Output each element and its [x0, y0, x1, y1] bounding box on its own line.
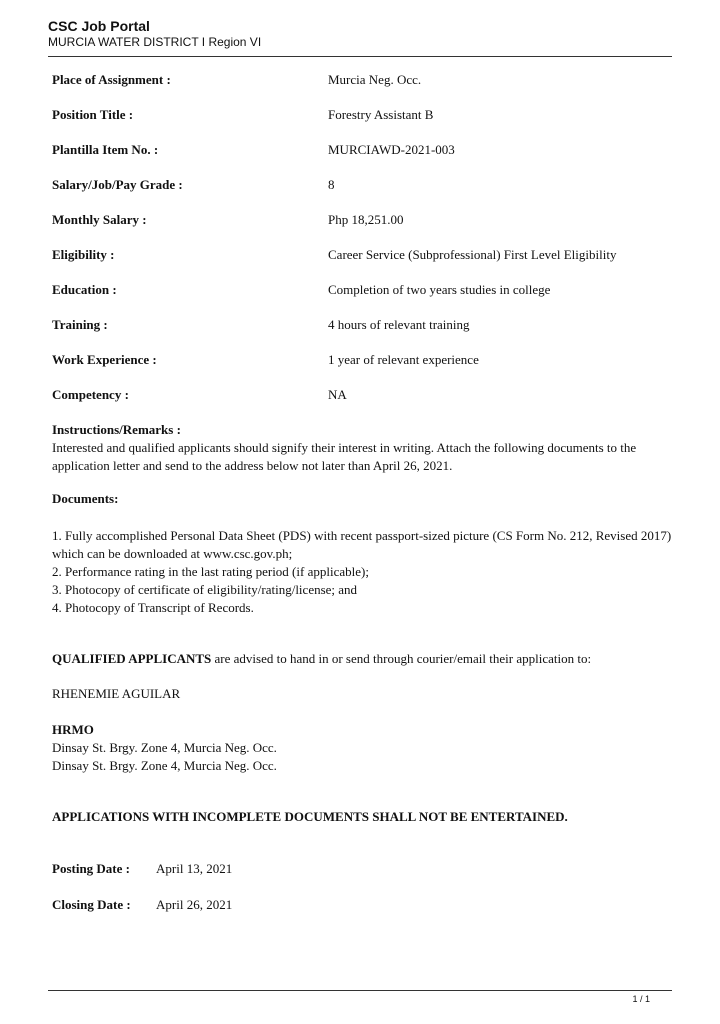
contact-office: HRMO — [52, 722, 94, 737]
field-value: Completion of two years studies in college — [328, 282, 551, 297]
documents-list — [52, 527, 672, 617]
portal-title: CSC Job Portal — [48, 18, 150, 34]
footer-divider — [48, 990, 672, 991]
instructions-section — [52, 421, 672, 475]
field-value: MURCIAWD-2021-003 — [328, 142, 455, 157]
posting-date — [52, 861, 692, 881]
qualified-applicants-note — [52, 650, 692, 668]
document-item: 2. Performance rating in the last rating period (if applicable); — [52, 564, 369, 579]
field-label: Eligibility : — [52, 247, 115, 262]
contact-name: RHENEMIE AGUILAR — [52, 686, 181, 701]
document-item: 1. Fully accomplished Personal Data Sheet (PDS) with recent passport-sized picture (CS Form No. 212, Revised 2017) which can be downloaded at www.csc.gov.ph; — [52, 528, 672, 561]
field-label: Work Experience : — [52, 352, 157, 367]
agency-region: MURCIA WATER DISTRICT I Region VI — [48, 35, 262, 49]
posting-date-value: April 13, 2021 — [156, 861, 233, 876]
field-value: Php 18,251.00 — [328, 212, 404, 227]
incomplete-documents-notice: APPLICATIONS WITH INCOMPLETE DOCUMENTS SHALL NOT BE ENTERTAINED. — [52, 809, 568, 824]
field-label: Salary/Job/Pay Grade : — [52, 177, 183, 192]
closing-date-value: April 26, 2021 — [156, 897, 233, 912]
page-number: 1 / 1 — [632, 994, 650, 1004]
field-work-experience — [52, 352, 692, 372]
document-item: 4. Photocopy of Transcript of Records. — [52, 600, 254, 615]
field-value: NA — [328, 387, 347, 402]
field-value: 8 — [328, 177, 335, 192]
field-competency — [52, 387, 692, 407]
field-label: Monthly Salary : — [52, 212, 147, 227]
documents-label: Documents: — [52, 491, 119, 506]
field-label: Training : — [52, 317, 108, 332]
field-label: Position Title : — [52, 107, 134, 122]
header-divider — [48, 56, 672, 57]
field-training — [52, 317, 692, 337]
field-plantilla-item-no — [52, 142, 692, 162]
field-value: Career Service (Subprofessional) First Level Eligibility — [328, 247, 617, 262]
closing-date-label: Closing Date : — [52, 897, 131, 912]
contact-address-line: Dinsay St. Brgy. Zone 4, Murcia Neg. Occ. — [52, 740, 277, 755]
instructions-label: Instructions/Remarks : — [52, 422, 181, 437]
contact-address-block — [52, 721, 672, 775]
qualified-applicants-label: QUALIFIED APPLICANTS — [52, 651, 212, 666]
field-education — [52, 282, 692, 302]
field-place-of-assignment — [52, 72, 692, 92]
field-monthly-salary — [52, 212, 692, 232]
field-salary-grade — [52, 177, 692, 197]
field-value: 4 hours of relevant training — [328, 317, 470, 332]
contact-address-line: Dinsay St. Brgy. Zone 4, Murcia Neg. Occ. — [52, 758, 277, 773]
field-label: Education : — [52, 282, 117, 297]
instructions-text: Interested and qualified applicants should signify their interest in writing. Attach the following documents to the application letter and send to the address below not later than April 26, 2021. — [52, 440, 637, 473]
closing-date — [52, 897, 692, 917]
field-label: Competency : — [52, 387, 129, 402]
posting-date-label: Posting Date : — [52, 861, 130, 876]
field-value: Murcia Neg. Occ. — [328, 72, 422, 87]
field-eligibility — [52, 247, 692, 267]
field-label: Place of Assignment : — [52, 72, 171, 87]
field-value: 1 year of relevant experience — [328, 352, 479, 367]
document-item: 3. Photocopy of certificate of eligibility/rating/license; and — [52, 582, 358, 597]
field-value: Forestry Assistant B — [328, 107, 434, 122]
field-position-title — [52, 107, 692, 127]
qualified-applicants-text: are advised to hand in or send through courier/email their application to: — [211, 651, 592, 666]
field-label: Plantilla Item No. : — [52, 142, 159, 157]
